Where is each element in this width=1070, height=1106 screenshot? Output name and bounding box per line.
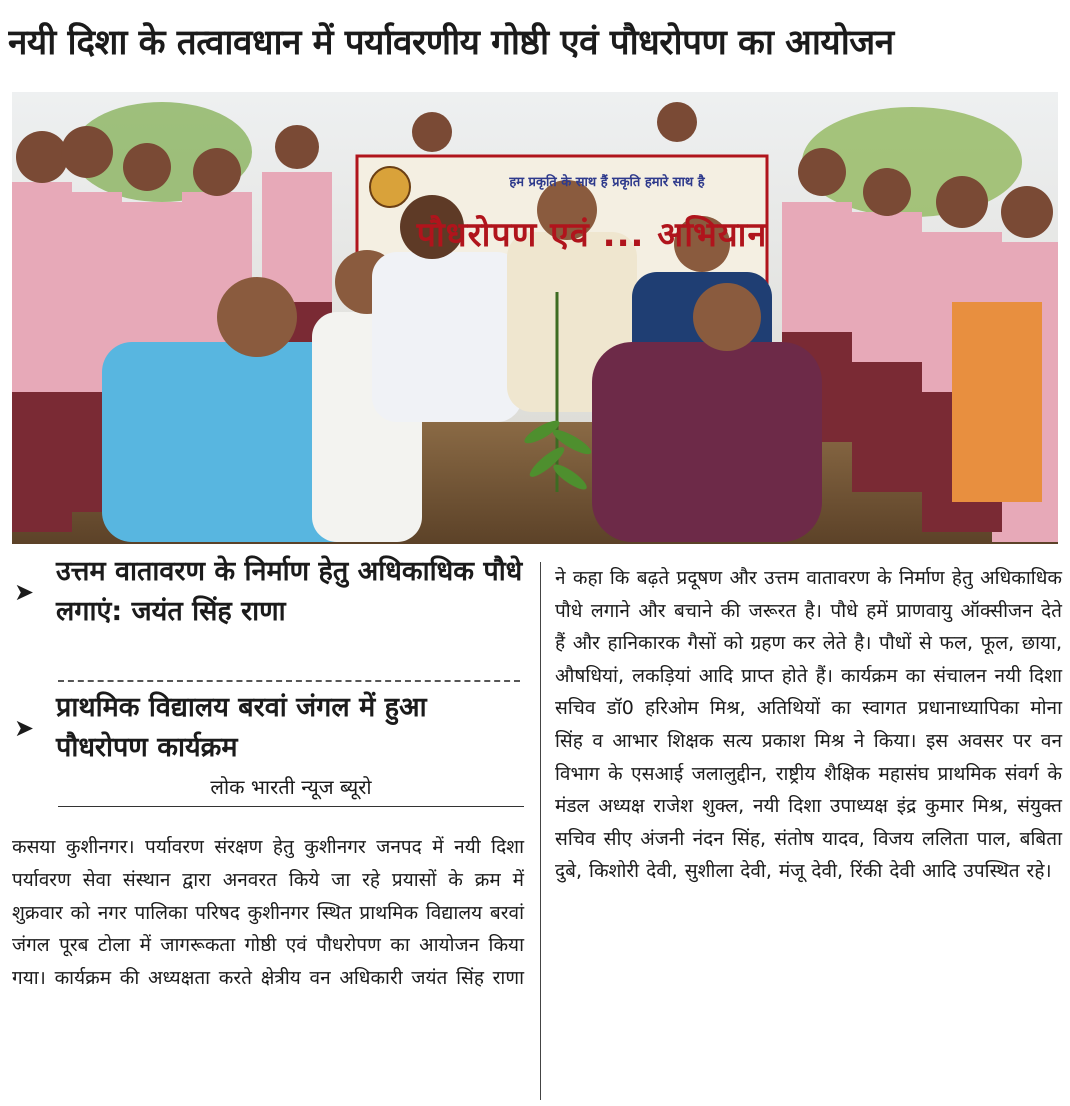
dashed-divider (58, 680, 520, 682)
banner-tagline: हम प्रकृति के साथ हैं प्रकृति हमारे साथ है (509, 175, 705, 190)
subhead-1 (12, 552, 524, 676)
article-photo (12, 92, 1058, 544)
body-text-right: ने कहा कि बढ़ते प्रदूषण और उत्तम वातावरण के निर्माण हेतु अधिकाधिक पौधे लगाने और बचाने की जरूरत है। पौधे हमें प्राणवायु ऑक्सीजन देते हैं और हानिकारक गैसों को ग्रहण कर लेते है। पौधों से फल, फूल, छाया, औषधियां, लकड़ियां आदि प्राप्त होते हैं। कार्यक्रम का संचालन नयी दिशा सचिव डॉ0 हरिओम मिश्र, अतिथियों का स्वागत प्रधानाध्यापिका मोना सिंह व आभार शिक्षक सत्य प्रकाश मिश्र ने किया। इस अवसर पर वन विभाग के एसआई जलालुद्दीन, राष्ट्रीय शैक्षिक महासंघ प्राथमिक संवर्ग के मंडल अध्यक्ष राजेश शुक्ल, नयी दिशा उपाध्यक्ष इंद्र कुमार मिश्र, संयुक्त सचिव सीए अंजनी नंदन सिंह, संतोष यादव, विजय ललिता पाल, बबिता दुबे, किशोरी देवी, सुशीला देवी, मंजू देवी, रिंकी देवी आदि उपस्थित रहे। (555, 567, 1062, 883)
subhead-2-text: प्राथमिक विद्यालय बरवां जंगल में हुआ पौधरोपण कार्यक्रम (56, 692, 427, 763)
arrow-bullet-icon: ➤ (14, 714, 35, 742)
left-column (12, 552, 524, 1100)
right-column (540, 562, 1062, 1100)
banner-title: पौधरोपण एवं ... अभियान (416, 215, 768, 255)
byline: लोक भारती न्यूज ब्यूरो (58, 772, 524, 807)
article-headline: नयी दिशा के तत्वावधान में पर्यावरणीय गोष्ठी एवं पौधरोपण का आयोजन (8, 23, 894, 63)
subhead-2 (12, 688, 524, 772)
subhead-1-text: उत्तम वातावरण के निर्माण हेतु अधिकाधिक पौधे लगाएं: जयंत सिंह राणा (56, 556, 523, 627)
body-text-left: कसया कुशीनगर। पर्यावरण संरक्षण हेतु कुशीनगर जनपद में नयी दिशा पर्यावरण सेवा संस्थान द्वारा अनवरत किये जा रहे प्रयासों के क्रम में शुक्रवार को नगर पालिका परिषद कुशीनगर स्थित प्राथमिक विद्यालय बरवां जंगल पूरब टोला में जागरूकता गोष्ठी एवं पौधरोपण का आयोजन किया गया। कार्यक्रम की अध्यक्षता करते क्षेत्रीय वन अधिकारी जयंत सिंह राणा (12, 836, 524, 990)
arrow-bullet-icon: ➤ (14, 578, 35, 606)
photo-illustration (12, 92, 1058, 544)
